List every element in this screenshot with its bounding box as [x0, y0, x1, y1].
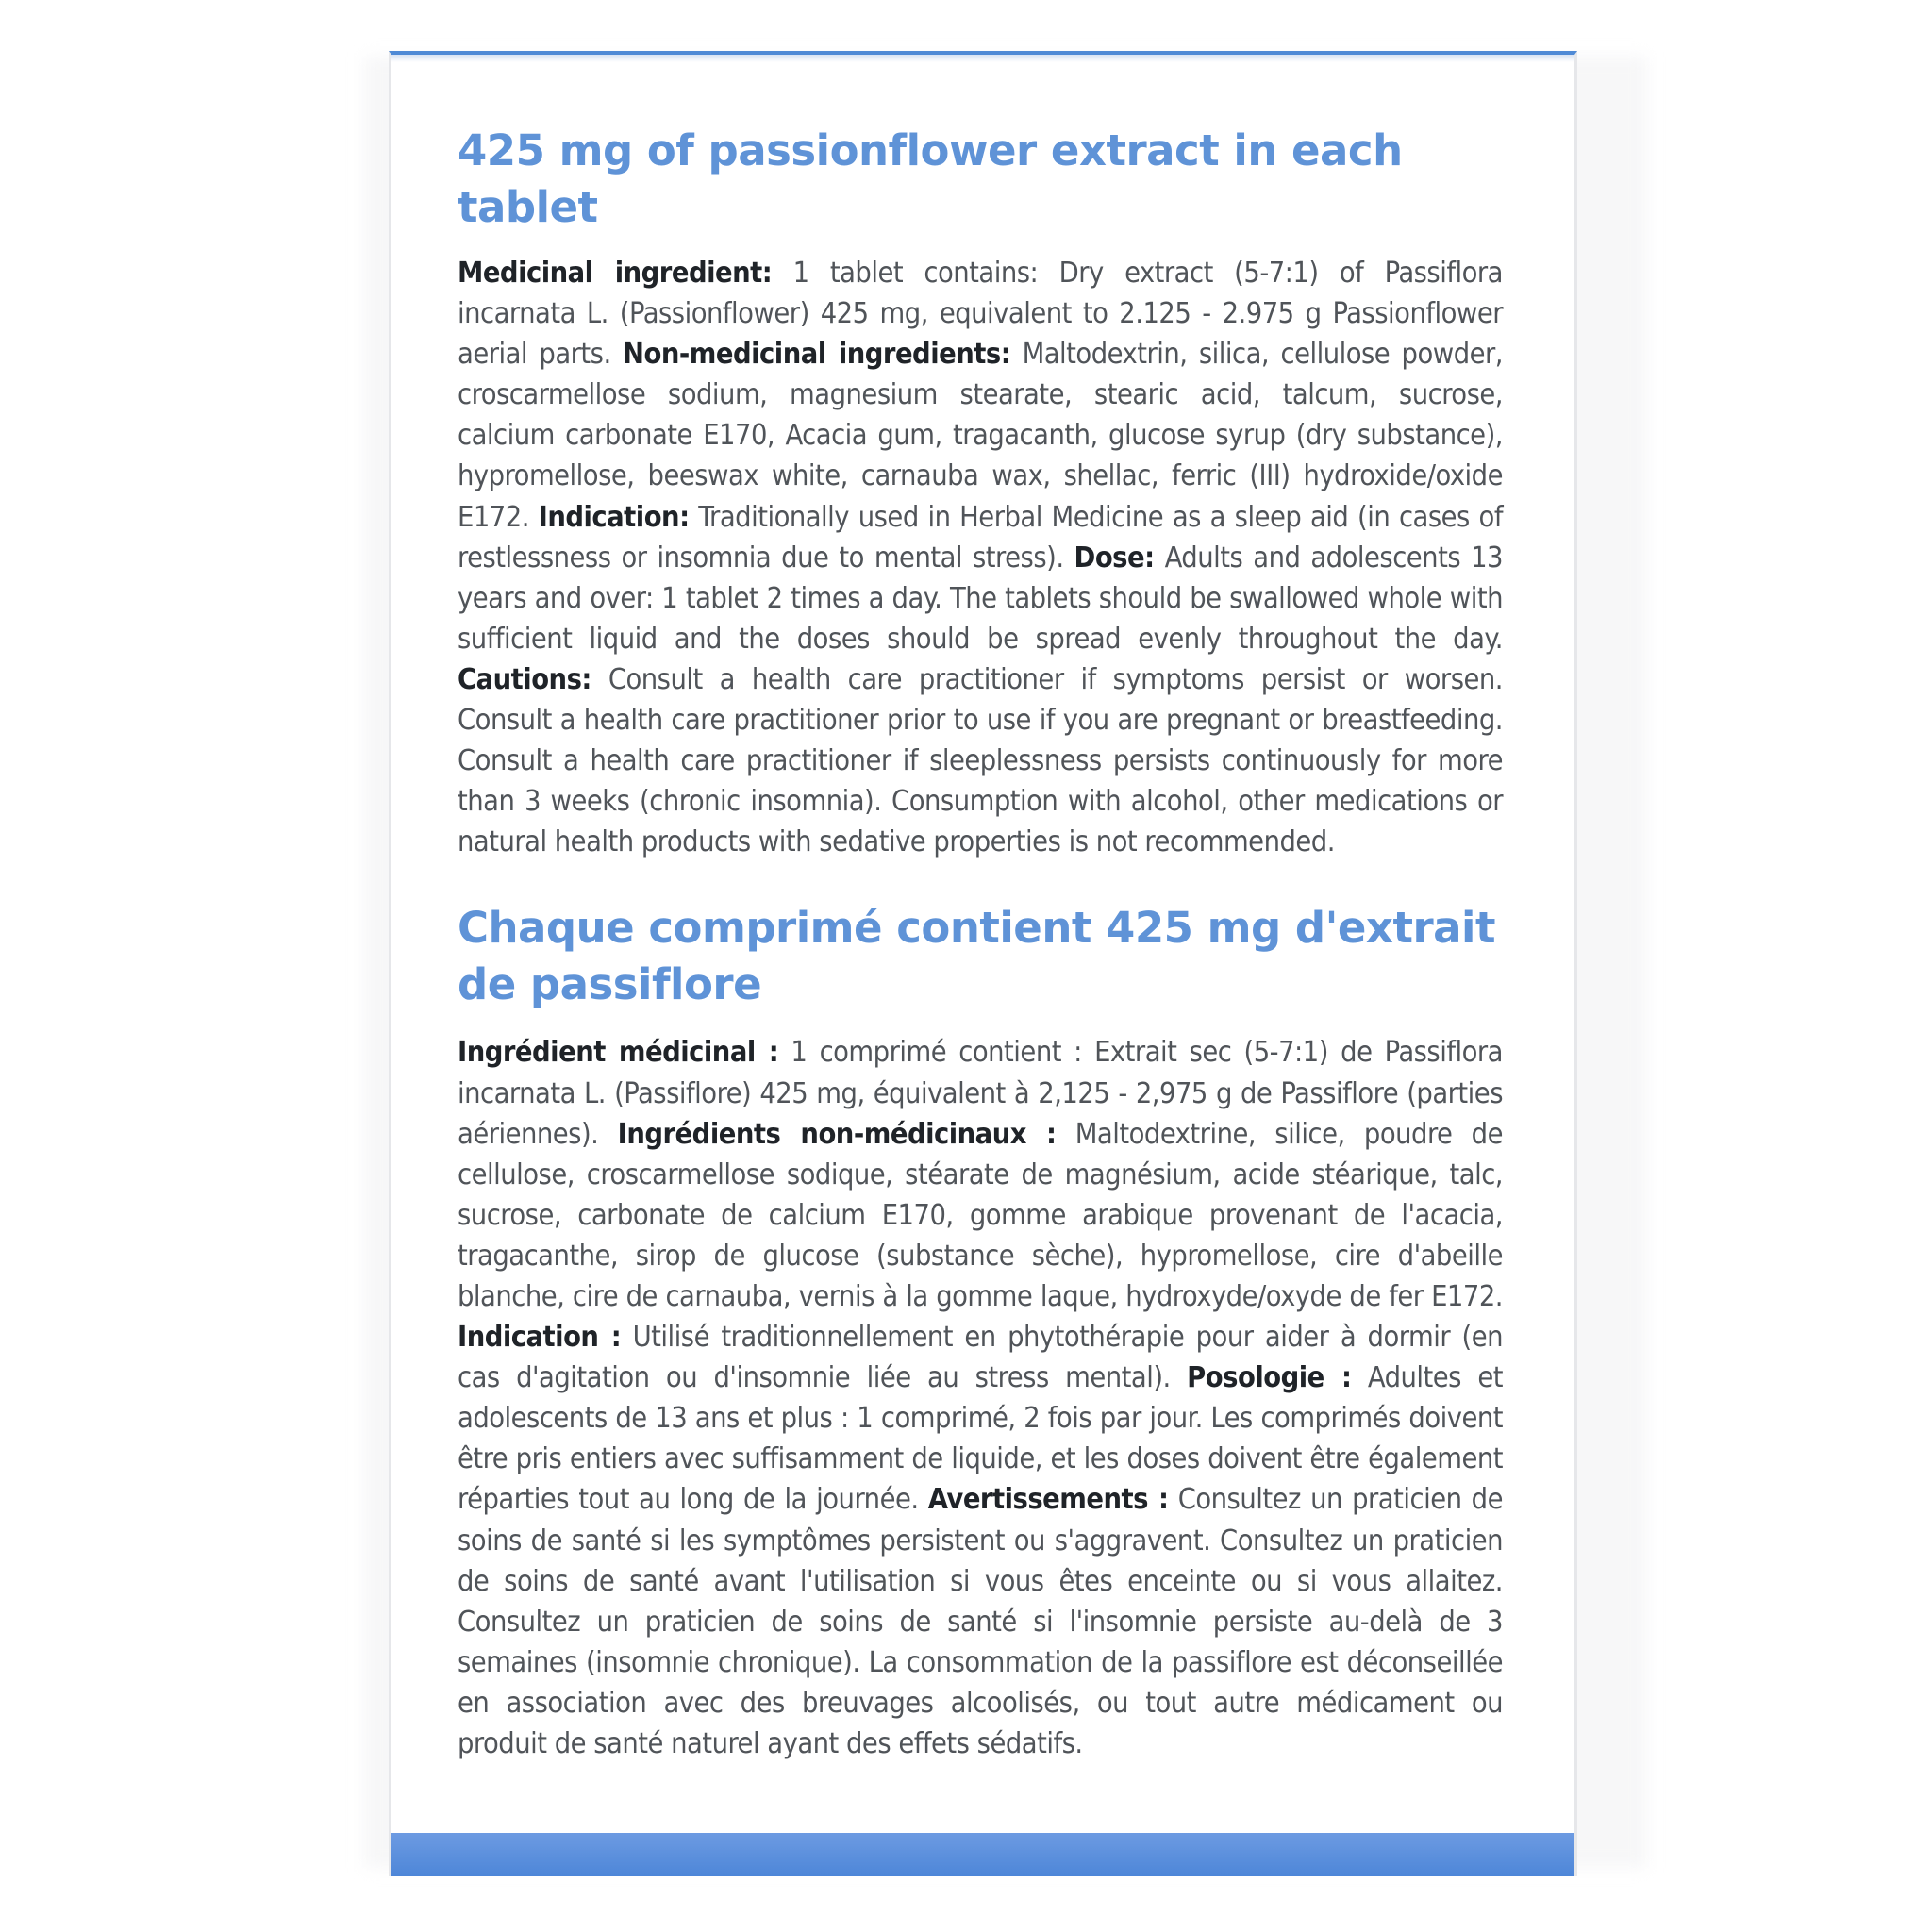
english-cautions-label: Cautions: — [458, 662, 591, 696]
english-dose-text: Adults and adolescents 13 years and over: 1 tablet 2 times a day. The tablets should be swallowed whole with sufficient liquid and the doses should be spread evenly throughout the day. — [458, 541, 1503, 656]
french-dose-label: Posologie : — [1187, 1361, 1352, 1395]
english-dose-label: Dose: — [1074, 541, 1155, 575]
english-cautions-text: Consult a health care practitioner if symptoms persist or worsen. Consult a health care practitioner prior to use if you are pregnant or breastfeeding. Consult a health care practitioner if sleeplessness persists continuously for more than 3 weeks (chronic insomnia). Consumption with alcohol, other medications or natural health products with sedative properties is not recommended. — [458, 662, 1503, 859]
english-body — [458, 253, 1503, 862]
bottom-color-band — [391, 1833, 1574, 1876]
french-medicinal-text: 1 comprimé contient : Extrait sec (5-7:1) de Passiflora incarnata L. (Passiflore) 425 mg, équivalent à 2,125 - 2,975 g de Passiflore (parties aériennes). — [458, 1036, 1503, 1151]
package-top-edge — [391, 55, 1574, 62]
french-heading — [458, 900, 1503, 1013]
english-non-medicinal-text: Maltodextrin, silica, cellulose powder, croscarmellose sodium, magnesium stearate, stearic acid, talcum, sucrose, calcium carbonate E170, Acacia gum, tragacanth, glucose syrup (dry substance), hypromellose, beeswax white, carnauba wax, shellac, ferric (III) hydroxide/oxide E172. — [458, 338, 1503, 534]
french-heading-line1: Chaque comprimé contient 425 mg d'extrait — [458, 903, 1495, 954]
french-cautions-label: Avertissements : — [927, 1483, 1169, 1517]
french-indication-label: Indication : — [458, 1321, 622, 1355]
english-medicinal-label: Medicinal ingredient: — [458, 257, 773, 290]
english-medicinal-text: 1 tablet contains: Dry extract (5-7:1) of Passiflora incarnata L. (Passionflower) 425 mg, equivalent to 2.125 - 2.975 g Passionflower aerial parts. — [458, 257, 1503, 372]
french-non-medicinal-text: Maltodextrine, silice, poudre de cellulose, croscarmellose sodique, stéarate de magnésium, acide stéarique, talc, sucrose, carbonate de calcium E170, gomme arabique provenant de l'acacia, tragacanthe, sirop de glucose (substance sèche), hypromellose, cire d'abeille blanche, cire de carnauba, vernis à la gomme laque, hydroxyde/oxyde de fer E172. — [458, 1117, 1503, 1313]
package-panel — [389, 51, 1577, 1876]
label-content — [458, 123, 1503, 1764]
french-non-medicinal-label: Ingrédients non-médicinaux : — [617, 1117, 1057, 1151]
french-indication-text: Utilisé traditionnellement en phytothérapie pour aider à dormir (en cas d'agitation ou d'insomnie liée au stress mental). — [458, 1321, 1503, 1395]
french-dose-text: Adultes et adolescents de 13 ans et plus : 1 comprimé, 2 fois par jour. Les comprimés doivent être pris entiers avec suffisamment de liquide, et les doses doivent être également réparties tout au long de la journée. — [458, 1361, 1503, 1517]
french-body — [458, 1032, 1503, 1764]
french-heading-line2: de passiflore — [458, 959, 762, 1010]
english-indication-text: Traditionally used in Herbal Medicine as a sleep aid (in cases of restlessness or insomnia due to mental stress). — [458, 500, 1503, 575]
french-medicinal-label: Ingrédient médicinal : — [458, 1036, 779, 1070]
english-non-medicinal-label: Non-medicinal ingredients: — [623, 338, 1011, 372]
english-heading: 425 mg of passionflower extract in each tablet — [458, 125, 1403, 232]
french-cautions-text: Consultez un praticien de soins de santé si les symptômes persistent ou s'aggravent. Consultez un praticien de soins de santé avant l'utilisation si vous êtes enceinte ou si vous allaitez. Consultez un praticien de soins de santé si l'insomnie persiste au-delà de 3 semaines (insomnie chronique). La consommation de la passiflore est déconseillée en association avec des breuvages alcoolisés, ou tout autre médicament ou produit de santé naturel ayant des effets sédatifs. — [458, 1483, 1503, 1760]
english-indication-label: Indication: — [538, 500, 690, 534]
